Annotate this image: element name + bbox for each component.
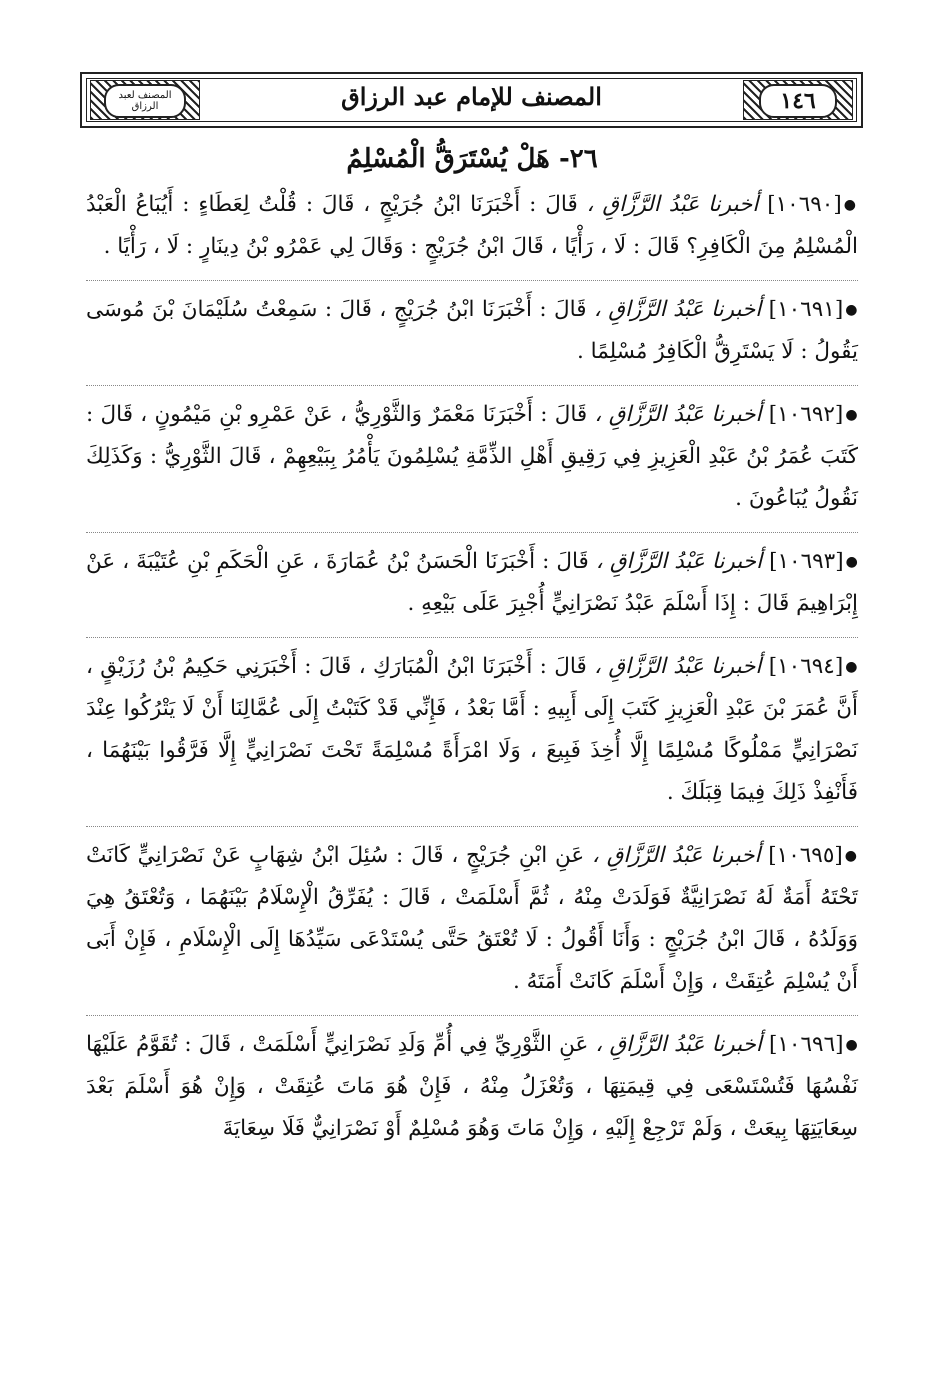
hadith-chain: أخبرنا عَبْدُ الرَّزَّاقِ ، — [593, 297, 762, 322]
hadith-chain: أخبرنا عَبْدُ الرَّزَّاقِ ، — [591, 843, 761, 868]
hadith-text: قَالَ : أَخْبَرَنَا الْحَسَنُ بْنُ عُمَارَةَ ، عَنِ الْحَكَمِ بْنِ عُتَيْبَةَ ، عَنْ إِبْرَاهِيمَ قَالَ : إِذَا أَسْلَمَ عَبْدُ نَصْرَانِيٍّ أُجْبِرَ عَلَى بَيْعِهِ . — [86, 549, 858, 616]
hadith-text: عَنِ الثَّوْرِيِّ فِي أُمِّ وَلَدِ نَصْرَانِيٍّ أَسْلَمَتْ ، قَالَ : تُقَوَّمُ عَلَيْهَا نَفْسُهَا فَتُسْتَسْعَى فِي قِيمَتِهَا ، وَتُعْزَلُ مِنْهُ ، فَإِنْ هُوَ مَاتَ عُتِقَتْ ، وَإِنْ هُوَ أَسْلَمَ بَعْدَ سِعَايَتِهَا بِيعَتْ ، وَلَمْ تَرْجِعْ إِلَيْهِ ، وَإِنْ مَاتَ وَهُوَ مُسْلِمٌ أَوْ نَصْرَانِيٌّ فَلَا سِعَايَةَ — [86, 1032, 858, 1141]
bullet-icon: ● — [845, 407, 858, 423]
hadith-entry — [86, 280, 858, 373]
bullet-icon: ● — [845, 659, 858, 675]
page-number: ١٤٦ — [759, 84, 837, 118]
bullet-icon: ● — [844, 848, 858, 864]
hadith-number: [١٠٦٩٦] — [768, 1032, 844, 1057]
publisher-seal — [104, 84, 186, 118]
hadith-entry — [86, 184, 858, 268]
hadith-number: [١٠٦٩١] — [768, 297, 844, 322]
hadith-chain: أخبرنا عَبْدُ الرَّزَّاقِ ، — [594, 654, 762, 679]
hadith-entry — [86, 532, 858, 625]
hadith-number: [١٠٦٩٤] — [768, 654, 844, 679]
bullet-icon: ● — [845, 302, 858, 318]
hadith-chain: أخبرنا عَبْدُ الرَّزَّاقِ ، — [595, 549, 763, 574]
bullet-icon: ● — [843, 197, 858, 213]
bullet-icon: ● — [845, 1037, 859, 1053]
running-title: المصنف للإمام عبد الرزاق — [341, 82, 602, 111]
hadith-entry — [86, 826, 858, 1003]
hadith-chain: أخبرنا عَبْدُ الرَّزَّاقِ ، — [595, 1032, 762, 1057]
hadith-number: [١٠٦٩٠] — [767, 192, 842, 217]
page-header — [80, 72, 863, 128]
hadith-text: عَنِ ابْنِ جُرَيْجٍ ، قَالَ : سُئِلَ ابْنُ شِهَابٍ عَنْ نَصْرَانِيٍّ كَانَتْ تَحْتَهُ أَمَةٌ لَهُ نَصْرَانِيَّةٌ فَوَلَدَتْ مِنْهُ ، ثُمَّ أَسْلَمَتْ ، قَالَ : يُفَرِّقُ الْإِسْلَامُ بَيْنَهُمَا ، وَتُعْتَقُ هِيَ وَوَلَدُهُ ، قَالَ ابْنُ جُرَيْجٍ : وَأَنَا أَقُولُ : لَا تُعْتَقُ حَتَّى يُسْتَدْعَى سَيِّدُهَا إِلَى الْإِسْلَامِ ، فَإِنْ أَبَى أَنْ يُسْلِمَ عُتِقَتْ ، وَإِنْ أَسْلَمَ كَانَتْ أَمَتَهُ . — [86, 843, 858, 994]
hadith-text: قَالَ : أَخْبَرَنَا ابْنُ جُرَيْجٍ ، قَالَ : سَمِعْتُ سُلَيْمَانَ بْنَ مُوسَى يَقُولُ : لَا يَسْتَرِقُّ الْكَافِرُ مُسْلِمًا . — [86, 297, 858, 364]
bullet-icon: ● — [845, 554, 859, 570]
hadith-chain: أخبرنا عَبْدُ الرَّزَّاقِ ، — [586, 192, 759, 217]
hadith-chain: أخبرنا عَبْدُ الرَّزَّاقِ ، — [594, 402, 762, 427]
hadith-entry — [86, 385, 858, 520]
hadith-number: [١٠٦٩٢] — [768, 402, 844, 427]
hadith-number: [١٠٦٩٥] — [768, 843, 843, 868]
chapter-title: ٢٦- هَلْ يُسْتَرَقُّ الْمُسْلِمُ — [346, 144, 598, 174]
hadith-text: قَالَ : أَخْبَرَنَا ابْنُ جُرَيْجٍ ، قَالَ : قُلْتُ لِعَطَاءٍ : أَيُبَاعُ الْعَبْدُ الْمُسْلِمُ مِنَ الْكَافِرِ؟ قَالَ : لَا ، رَأْيًا ، قَالَ ابْنُ جُرَيْجٍ : وَقَالَ لِي عَمْرُو بْنُ دِينَارٍ : لَا ، رَأْيًا . — [86, 192, 858, 259]
hadith-text: قَالَ : أَخْبَرَنَا ابْنُ الْمُبَارَكِ ، قَالَ : أَخْبَرَنِي حَكِيمُ بْنُ رُزَيْقٍ ، أَنَّ عُمَرَ بْنَ عَبْدِ الْعَزِيزِ كَتَبَ إِلَى أَبِيهِ : أَمَّا بَعْدُ ، فَإِنِّي قَدْ كَتَبْتُ إِلَى عُمَّالِنَا أَنْ لَا يَتْرُكُوا عِنْدَ نَصْرَانِيٍّ مَمْلُوكًا مُسْلِمًا إِلَّا أُخِذَ فَبِيعَ ، وَلَا امْرَأَةً مُسْلِمَةً تَحْتَ نَصْرَانِيٍّ إِلَّا فَرَّقُوا بَيْنَهُمَا ، فَأَنْفِذْ ذَلِكَ فِيمَا قِبَلَكَ . — [86, 654, 858, 805]
hadith-number: [١٠٦٩٣] — [769, 549, 844, 574]
hadith-entry — [86, 637, 858, 814]
seal-text: المصنف لعبد الرزاق — [118, 90, 172, 112]
hadith-entry — [86, 1015, 858, 1150]
hadith-text: قَالَ : أَخْبَرَنَا مَعْمَرٌ وَالثَّوْرِيُّ ، عَنْ عَمْرِو بْنِ مَيْمُونٍ ، قَالَ : كَتَبَ عُمَرُ بْنُ عَبْدِ الْعَزِيزِ فِي رَقِيقِ أَهْلِ الذِّمَّةِ يُسْلِمُونَ يَأْمُرُ بِبَيْعِهِمْ ، قَالَ الثَّوْرِيُّ : وَكَذَلِكَ نَقُولُ يُبَاعُونَ . — [86, 402, 858, 511]
page-body — [86, 140, 858, 1162]
